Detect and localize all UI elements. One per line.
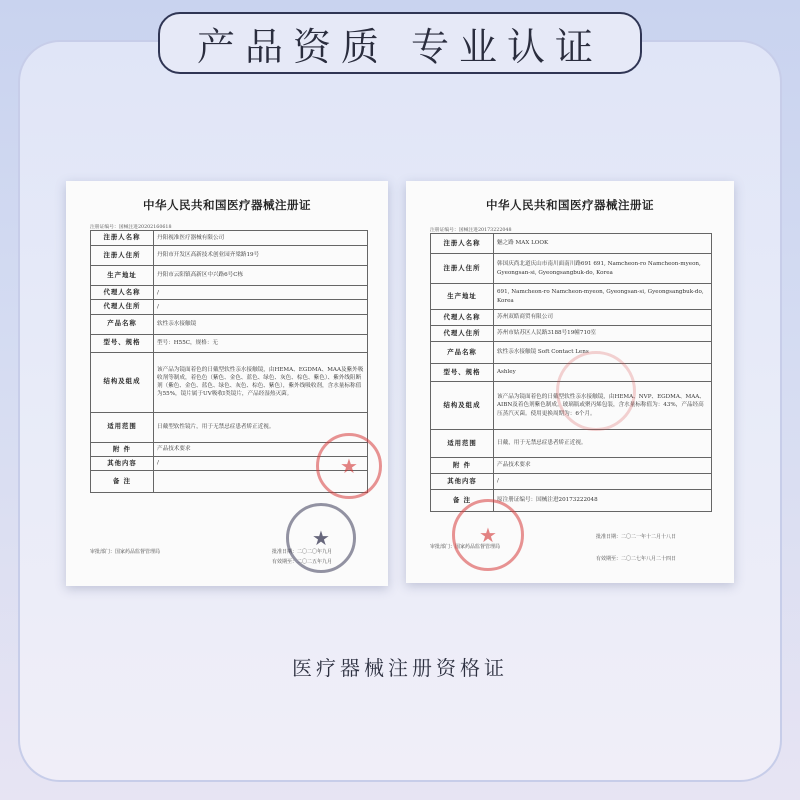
- table-row: [91, 266, 368, 286]
- row-value: /: [154, 286, 368, 300]
- row-value: 魅之路 MAX LOOK: [494, 234, 712, 254]
- table-row: [431, 458, 712, 474]
- row-label: 附 件: [431, 458, 494, 474]
- row-label: 备 注: [431, 490, 494, 512]
- table-row: [91, 314, 368, 334]
- table-row: [431, 430, 712, 458]
- row-label: 注册人住所: [91, 246, 154, 266]
- row-label: 其他内容: [91, 456, 154, 470]
- registration-number: 注册证编号：国械注进20173222048: [430, 228, 512, 233]
- row-value: 韩国庆尚北道庆山市南川面南川路691 691, Namcheon-ro Namcheon-myeon, Gyeongsan-si, Gyeongsangbuk-do, Korea: [494, 254, 712, 284]
- table-row: [431, 474, 712, 490]
- row-value: 丹阳视准医疗器械有限公司: [154, 231, 368, 246]
- row-value: 该产品为镜面着色的日戴型软性亲水接触镜，由HEMA、NVP、EGDMA、MAA、AIBN及着色剂紫色制成。玻璃瓶或聚丙烯包装，含水量标称值为：43%，产品经高压蒸汽灭菌。使用更换周期为：6个月。: [494, 382, 712, 430]
- row-value: /: [154, 456, 368, 470]
- row-label: 注册人名称: [91, 231, 154, 246]
- row-value: 丹阳市云阳镇高新区中兴路6号C栋: [154, 266, 368, 286]
- official-seal-red: ★: [316, 433, 382, 499]
- row-label: 代理人住所: [431, 326, 494, 342]
- official-seal-dark: ★: [286, 503, 356, 573]
- table-row: [91, 352, 368, 412]
- row-value: 型号：H55C，规格：无: [154, 334, 368, 352]
- table-row: [91, 412, 368, 442]
- official-seal-red: ★: [452, 499, 524, 571]
- row-label: 注册人住所: [431, 254, 494, 284]
- row-value: 原注册证编号：国械注进20173222048: [494, 490, 712, 512]
- row-label: 代理人住所: [91, 300, 154, 314]
- row-label: 代理人名称: [91, 286, 154, 300]
- row-value: /: [494, 474, 712, 490]
- approval-date: 批准日期：二〇二〇年九月: [272, 549, 333, 555]
- row-value: 软性亲水接触镜: [154, 314, 368, 334]
- table-row: [91, 231, 368, 246]
- row-label: 备 注: [91, 471, 154, 493]
- row-value: Ashley: [494, 364, 712, 382]
- table-row: [431, 310, 712, 326]
- row-value: 产品技术要求: [154, 442, 368, 456]
- row-value: 苏州双皓商贸有限公司: [494, 310, 712, 326]
- header-title: 产品资质 专业认证: [196, 24, 604, 69]
- row-label: 生产地址: [431, 284, 494, 310]
- row-label: 其他内容: [431, 474, 494, 490]
- row-label: 适用范围: [91, 412, 154, 442]
- row-value: 日戴，用于无禁忌症患者矫正近视。: [494, 430, 712, 458]
- row-value: 丹阳市开发区高新技术创业园齐梁路19号: [154, 246, 368, 266]
- row-value: 软性亲水接触镜 Soft Contact Lens: [494, 342, 712, 364]
- table-row: [431, 234, 712, 254]
- row-label: 适用范围: [431, 430, 494, 458]
- row-label: 型号、规格: [91, 334, 154, 352]
- table-row: [91, 334, 368, 352]
- row-value: 该产品为镜面着色的日戴型软性亲水接触镜，由HEMA、EGDMA、MAA及紫外吸收剂等制成，着色色（紫色、金色、蓝色、绿色、灰色、棕色、紫色）、紫外线阻断剂（紫色、金色、蓝色、绿色、灰色、棕色、紫色），紫外线吸收剂，含水量标称值为55%，镜片属于UV吸收I类镜片，产品经湿热灭菌。: [154, 352, 368, 412]
- table-row: [431, 254, 712, 284]
- certificate-right: [406, 181, 734, 583]
- table-row: [431, 284, 712, 310]
- table-row: [91, 286, 368, 300]
- row-value: 苏州市姑苏区人民路3188号19幢710室: [494, 326, 712, 342]
- approval-authority: 审批部门：国家药品监督管理局: [90, 549, 161, 555]
- row-label: 注册人名称: [431, 234, 494, 254]
- table-row: [91, 246, 368, 266]
- expiry-date: 有效期至：二〇二五年九月: [272, 559, 333, 565]
- approval-authority: 审批部门：国家药品监督管理局: [430, 544, 501, 550]
- registration-number: 注册证编号：国械注进20202160618: [90, 225, 172, 230]
- row-label: 结构及组成: [431, 382, 494, 430]
- row-value: 日戴型软性镜片，用于无禁忌症患者矫正近视。: [154, 412, 368, 442]
- certificate-title: 中华人民共和国医疗器械注册证: [143, 198, 311, 212]
- certificate-left: [66, 181, 388, 586]
- row-value: 691, Namcheon-ro Namcheon-myeon, Gyeongsan-si, Gyeongsangbuk-do, Korea: [494, 284, 712, 310]
- header-tag: [158, 12, 642, 74]
- row-label: 代理人名称: [431, 310, 494, 326]
- row-label: 型号、规格: [431, 364, 494, 382]
- official-seal-faint: [556, 351, 636, 431]
- row-label: 结构及组成: [91, 352, 154, 412]
- table-row: [91, 300, 368, 314]
- certificate-title: 中华人民共和国医疗器械注册证: [486, 198, 654, 212]
- row-value: /: [154, 300, 368, 314]
- row-label: 生产地址: [91, 266, 154, 286]
- table-row: [431, 326, 712, 342]
- row-label: 产品名称: [431, 342, 494, 364]
- row-label: 附 件: [91, 442, 154, 456]
- approval-date: 批准日期：二〇二一年十二月十八日: [596, 534, 677, 540]
- row-label: 产品名称: [91, 314, 154, 334]
- caption: 医疗器械注册资格证: [292, 656, 508, 680]
- expiry-date: 有效期至：二〇二七年八月二十四日: [596, 556, 677, 562]
- row-value: 产品技术要求: [494, 458, 712, 474]
